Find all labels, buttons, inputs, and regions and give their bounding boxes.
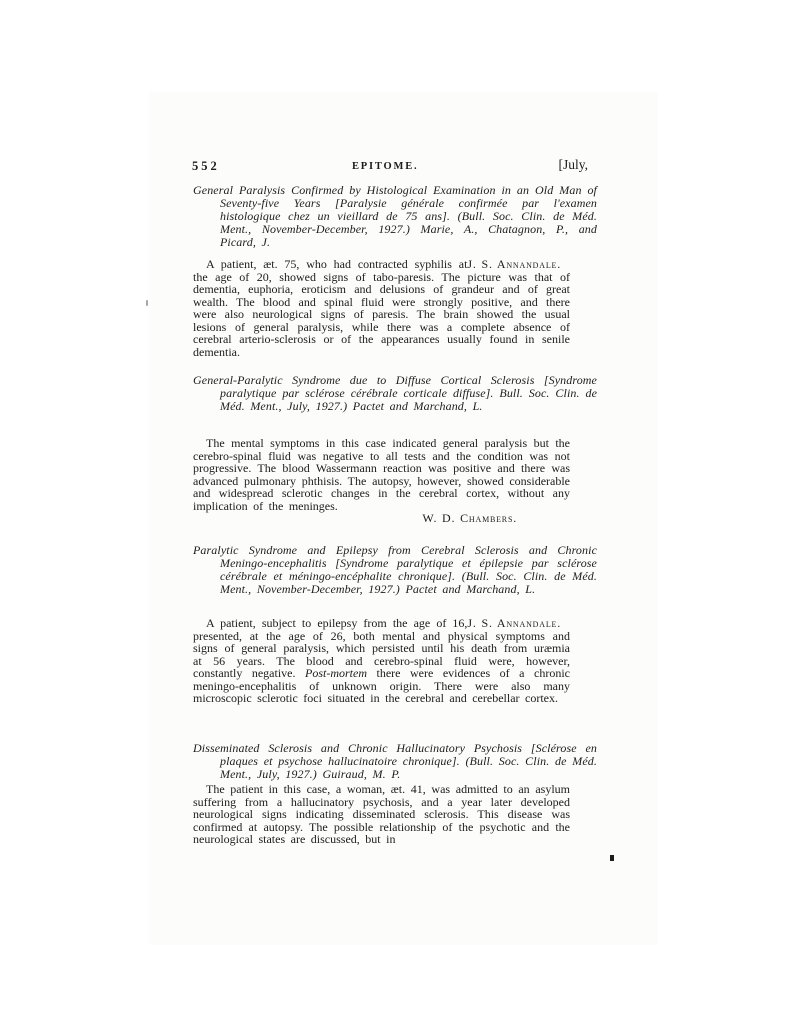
abstract-1-text: A patient, æt. 75, who had contracted syphilis at the age of 20, showed signs of tabo-paresis. The picture was that of dementia, euphoria, eroticism and delusions of grandeur and of great wealth. The blood and spinal fluid were strongly positive, and there were also neurological signs of paresis. The brain showed the usual lesions of general paralysis, while there was a complete absence of cerebral arterio-sclerosis or of the appearances usually found in senile dementia. [193,257,570,359]
abstract-2-body [193,437,570,525]
abstract-3-body [193,617,570,705]
running-title: EPITOME. [352,161,419,172]
abstract-2-text: The mental symptoms in this case indicated general paralysis but the cerebro-spinal fluid was negative to all tests and the condition was not progressive. The blood Wassermann reaction was positive and there was advanced pulmonary phthisis. The autopsy, however, showed considerable and widespread sclerotic changes in the cerebral cortex, without any implication of the meninges. [193,436,570,513]
issue-date-label: [July, [558,157,588,172]
abstract-4-body [193,783,570,846]
page-header [192,157,588,175]
abstract-3-text-end: there were evidences of a chronic meningo-encephalitis of unknown origin. There were also many microscopic sclerotic foci situated in the cerebral and cerebellar cortex. [193,666,570,705]
ink-speck-left-margin [146,300,148,306]
abstract-3-text-italic: Post-mortem [305,666,367,680]
abstract-4-text: The patient in this case, a woman, æt. 41, was admitted to an asylum suffering from a hallucinatory psychosis, and a year later developed neurological signs indicating disseminated sclerosis. This disease was confirmed at autopsy. The possible relationship of the psychotic and the neurological states are discussed, but in [193,782,570,846]
page-number: 552 [192,159,220,173]
abstract-1-signature: J. S. Annandale. [467,257,561,271]
abstract-3-signature: J. S. Annandale. [467,616,561,630]
abstract-2-heading: General-Paralytic Syndrome due to Diffuse Cortical Sclerosis [Syndrome paralytique par sclérose cérébrale corticale diffuse]. Bull. Soc. Clin. de Méd. Ment., July, 1927.) Pactet and Marchand, L. [193,373,597,413]
abstract-1-body [193,258,570,358]
abstract-1-heading: General Paralysis Confirmed by Histological Examination in an Old Man of Seventy-five Years [Paralysie générale confirmée par l'examen histologique chez un vieillard de 75 ans]. (Bull. Soc. Clin. de Méd. Ment., November-December, 1927.) Marie, A., Chatagnon, P., and Picard, J. [193,183,597,249]
abstract-2-signature: W. D. Chambers. [422,511,517,525]
abstract-4-heading: Disseminated Sclerosis and Chronic Hallucinatory Psychosis [Sclérose en plaques et psychose hallucinatoire chronique]. (Bull. Soc. Clin. de Méd. Ment., July, 1927.) Guiraud, M. P. [193,741,597,781]
abstract-3-heading: Paralytic Syndrome and Epilepsy from Cerebral Sclerosis and Chronic Meningo-encephalitis [Syndrome paralytique et épilepsie par sclérose cérébrale et méningo-encéphalite chronique]. (Bull. Soc. Clin. de Méd. Ment., November-December, 1927.) Pactet and Marchand, L. [193,543,597,596]
ink-speck-bottom-right [610,855,614,861]
abstract-3-text-start: A patient, subject to epilepsy from the age of 16, presented, at the age of 26, both mental and physical symptoms and signs of general paralysis, which persisted until his death from uræmia at 56 years. The blood and cerebro-spinal fluid were, however, constantly negative. [193,616,570,680]
